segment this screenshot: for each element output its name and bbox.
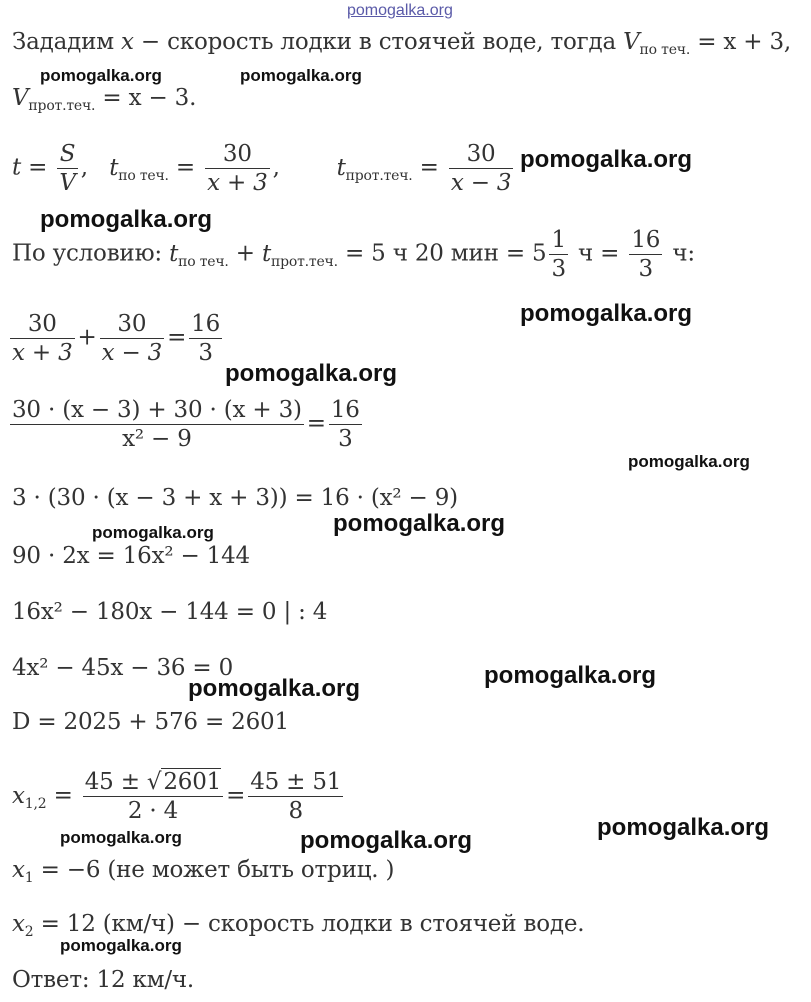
sub-upstream: прот.теч. <box>345 167 413 184</box>
equation-5: 16x² − 180x − 144 = 0 | : 4 <box>12 599 328 625</box>
v-upstream-value: = x − 3. <box>95 85 197 111</box>
frac-num: 16 <box>330 397 360 423</box>
frac-den: V <box>59 170 76 196</box>
frac-den: 2 · 4 <box>127 798 179 824</box>
equation-1: $\frac{30}{x + 3}$ + $\frac{30}{x - 3}$ = $\frac{16}{3}$ <box>12 311 221 366</box>
t-upstream: $t_{прот.теч.}$ <box>261 240 338 270</box>
roots-formula: $x_{1,2}$ = $\frac{45 \pm √2601}{2 \cdot 4}$ = $\frac{45 \pm 51}{8}$ <box>12 769 342 824</box>
frac-num: 16 <box>631 227 661 253</box>
fraction-30-over-x-plus-3 <box>205 140 270 197</box>
v-downstream: $V_{по теч.}$ <box>623 29 691 58</box>
frac-den: x − 3 <box>101 340 163 366</box>
root-1 <box>12 856 394 892</box>
watermark: pomogalka.org <box>92 523 214 542</box>
equation-4: 90 · 2x = 16x² − 144 <box>12 543 250 569</box>
frac-num: 30 <box>205 140 270 169</box>
intro-text: Зададим <box>12 29 122 55</box>
frac-den: 3 <box>638 256 653 282</box>
sub-downstream: по теч. <box>118 167 169 184</box>
frac-num: S <box>57 140 77 169</box>
watermark: pomogalka.org <box>40 66 162 85</box>
root-1-text: = −6 (не может быть отриц. ) <box>33 857 395 883</box>
condition-line: По условию: $t_{по теч.} + t_{прот.теч.} = 5$ ч 20 мин = 5 $\frac{1}{3}$ ч = $\frac{16}{3}$ ч: <box>12 227 695 282</box>
fraction-big <box>10 396 304 453</box>
v-upstream: $V_{прот.теч.}$ <box>12 85 96 114</box>
watermark-top[interactable]: pomogalka.org <box>347 2 453 19</box>
var-x2: $x_2$ <box>12 911 34 940</box>
frac-den: x² − 9 <box>122 426 192 452</box>
frac-den: 3 <box>338 426 353 452</box>
frac-num: 30 · (x − 3) + 30 · (x + 3) <box>12 397 302 423</box>
frac-den: 3 <box>198 340 213 366</box>
condition-text: По условию: <box>12 240 170 267</box>
frac-num: 16 <box>191 311 221 337</box>
fraction-result <box>248 768 343 825</box>
frac-den: 8 <box>288 798 303 824</box>
frac-num <box>83 768 223 797</box>
frac-den: x + 3 <box>12 340 73 366</box>
sub-downstream: по теч. <box>639 42 691 58</box>
watermark: pomogalka.org <box>484 662 657 689</box>
v-downstream-value: = x + 3, <box>690 29 791 55</box>
fraction-30-over-x-minus-3 <box>449 140 514 197</box>
watermark: pomogalka.org <box>188 675 361 702</box>
watermark: pomogalka.org <box>60 936 182 955</box>
frac-num: 1 <box>551 227 566 253</box>
equation-2: $\frac{30 \cdot (x - 3) + 30 \cdot (x + 3)}{\text{x² − 9}}$ = $\frac{16}{3}$ <box>12 397 360 452</box>
watermark: pomogalka.org <box>300 827 473 854</box>
root-radicand: 2601 <box>163 769 222 795</box>
condition-eq: ч = <box>570 240 627 267</box>
var-t: t <box>12 154 22 181</box>
watermark: pomogalka.org <box>597 814 770 841</box>
fraction-s-over-v <box>57 140 77 197</box>
intro-line-2 <box>12 84 196 120</box>
frac-num: 30 <box>100 310 165 339</box>
t-downstream: $t_{по теч.}$ <box>109 154 169 184</box>
frac-num: 45 ± 51 <box>250 769 342 795</box>
frac-den: x + 3 <box>207 170 268 196</box>
equation-3: 3 · (30 · (x − 3 + x + 3)) = 16 · (x² − 9) <box>12 485 458 511</box>
intro-text-2: − скорость лодки в стоячей воде, тогда <box>133 29 624 55</box>
intro-line-1 <box>12 28 791 64</box>
sub-downstream: по теч. <box>178 253 229 270</box>
var-x12: $x_{1,2}$ <box>12 782 47 812</box>
frac-num: 30 <box>10 310 75 339</box>
fraction-1-over-3 <box>549 226 567 283</box>
root-2-text: = 12 (км/ч) − скорость лодки в стоячей воде. <box>33 911 585 937</box>
watermark: pomogalka.org <box>333 510 506 537</box>
watermark: pomogalka.org <box>225 360 398 387</box>
equation-6: 4x² − 45x − 36 = 0 <box>12 655 234 681</box>
watermark: pomogalka.org <box>240 66 362 85</box>
watermark: pomogalka.org <box>520 146 693 173</box>
fraction-roots <box>83 768 223 825</box>
fraction-16-over-3 <box>629 226 662 283</box>
frac-num: 30 <box>449 140 514 169</box>
fraction-30-over-x-plus-3 <box>10 310 75 367</box>
condition-value: = 5 ч 20 мин = 5 <box>337 240 547 267</box>
t-upstream: $t_{прот.теч.}$ <box>336 154 413 184</box>
root-num-a: 45 ± √ <box>84 769 162 795</box>
sub-upstream: прот.теч. <box>28 98 96 114</box>
watermark: pomogalka.org <box>520 300 693 327</box>
equation-7: D = 2025 + 576 = 2601 <box>12 709 289 735</box>
sub-upstream: прот.теч. <box>271 253 338 270</box>
frac-den: 3 <box>551 256 566 282</box>
watermark: pomogalka.org <box>40 206 213 233</box>
watermark: pomogalka.org <box>60 828 182 847</box>
watermark: pomogalka.org <box>628 452 750 471</box>
answer-line: Ответ: 12 км/ч. <box>12 967 195 993</box>
var-x: x <box>121 29 134 55</box>
var-x1: $x_1$ <box>12 857 34 886</box>
time-formulas: t = $\frac{S}{V}$ , $t_{по теч.}$ = $\frac{30}{x + 3}$ , $t_{прот.теч.}$ = $\frac{30}{x - 3}$ <box>12 141 512 196</box>
frac-den: x − 3 <box>450 170 512 196</box>
condition-unit: ч: <box>665 240 695 267</box>
t-downstream: $t_{по теч.}$ <box>169 240 229 270</box>
fraction-30-over-x-minus-3 <box>100 310 165 367</box>
fraction-16-over-3 <box>329 396 362 453</box>
fraction-16-over-3 <box>189 310 222 367</box>
